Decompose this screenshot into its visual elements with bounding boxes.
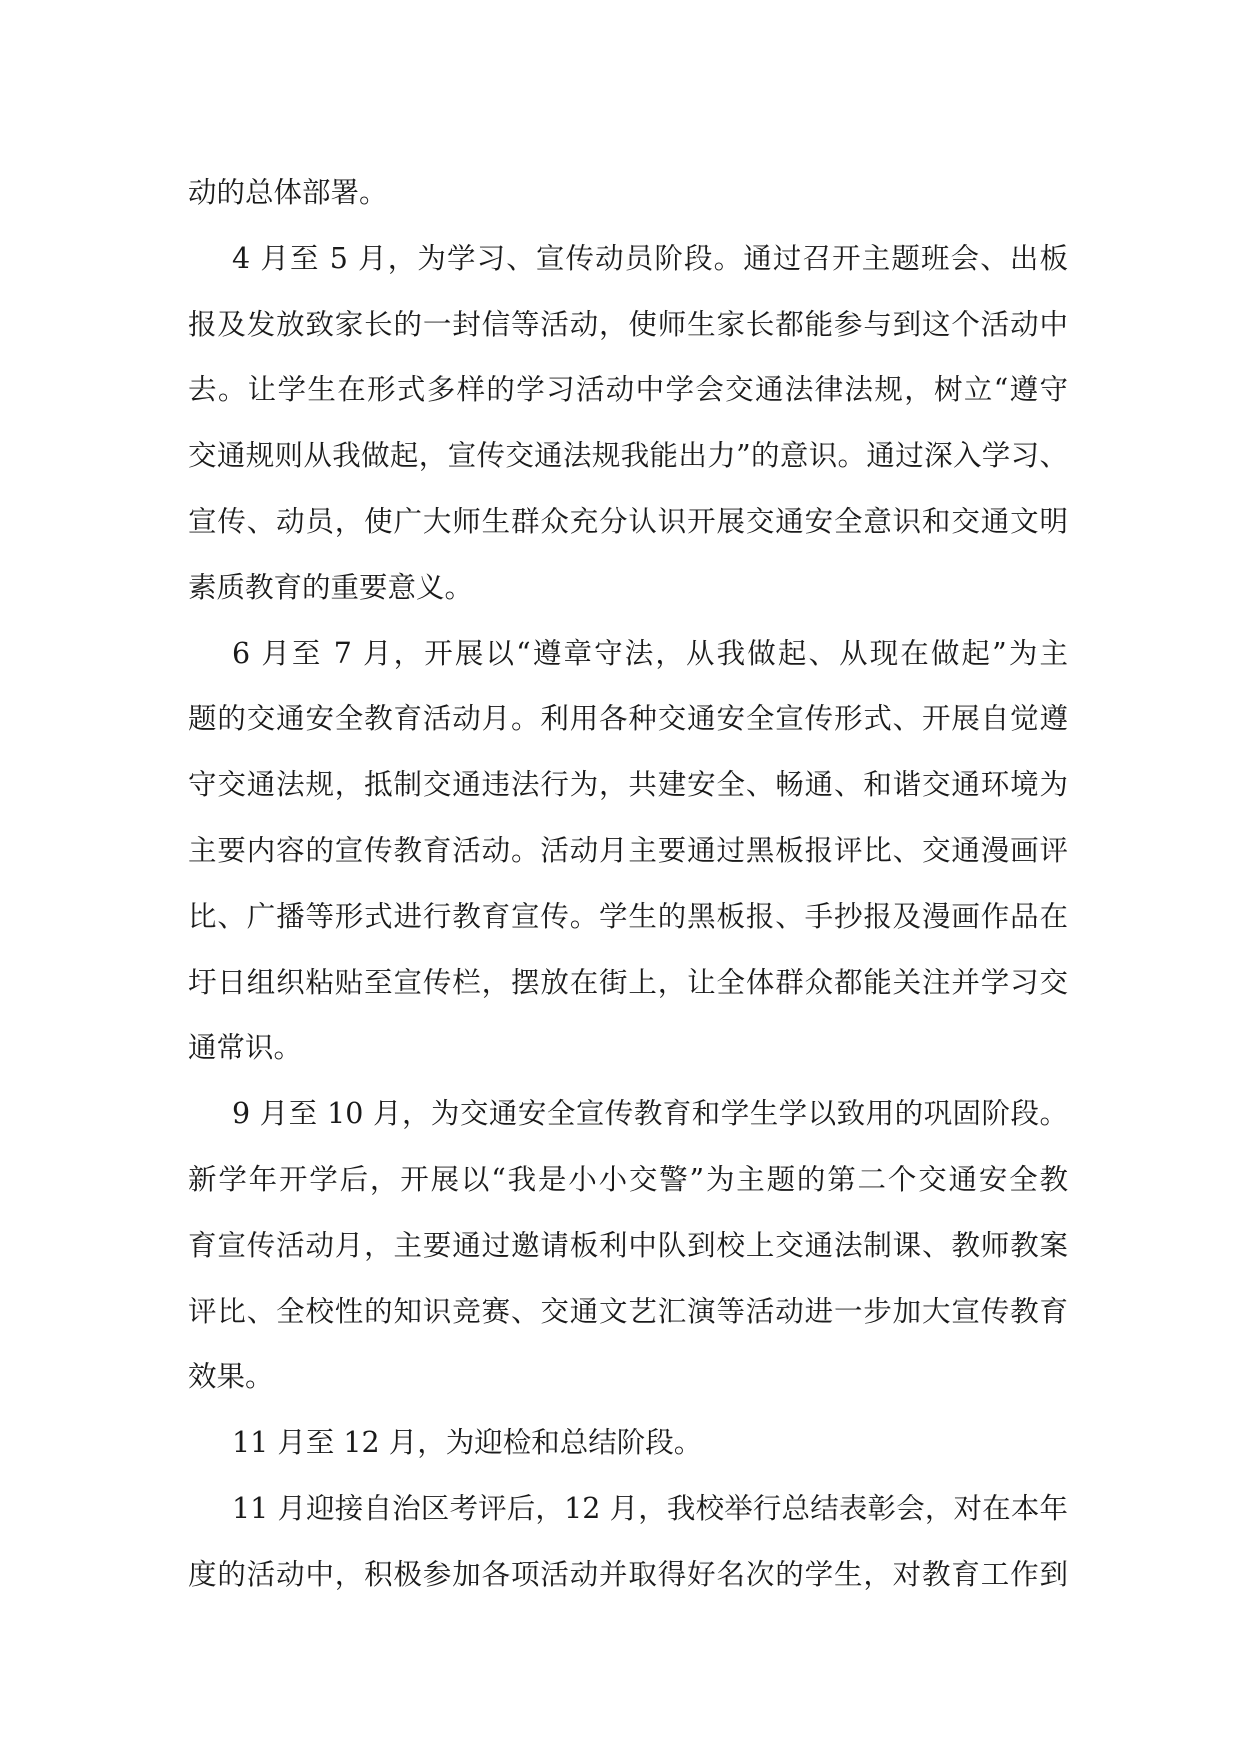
text-line: 比、广播等形式进行教育宣传。学生的黑板报、手抄报及漫画作品在 bbox=[188, 899, 1068, 933]
text-line: 报及发放致家长的一封信等活动，使师生家长都能参与到这个活动中 bbox=[188, 307, 1068, 341]
text-line: 育宣传活动月，主要通过邀请板利中队到校上交通法制课、教师教案 bbox=[188, 1228, 1068, 1262]
text-line: 交通规则从我做起，宣传交通法规我能出力”的意识。通过深入学习、 bbox=[188, 439, 1068, 473]
text-line: 4 月至 5 月，为学习、宣传动员阶段。通过召开主题班会、出板 bbox=[232, 241, 1068, 275]
text-line: 宣传、动员，使广大师生群众充分认识开展交通安全意识和交通文明 bbox=[188, 504, 1068, 538]
text-line: 评比、全校性的知识竞赛、交通文艺汇演等活动进一步加大宣传教育 bbox=[188, 1294, 1068, 1328]
text-line: 去。让学生在形式多样的学习活动中学会交通法律法规，树立“遵守 bbox=[188, 373, 1068, 407]
text-line: 新学年开学后，开展以“我是小小交警”为主题的第二个交通安全教 bbox=[188, 1162, 1068, 1196]
text-line: 度的活动中，积极参加各项活动并取得好名次的学生，对教育工作到 bbox=[188, 1557, 1068, 1591]
text-line: 6 月至 7 月，开展以“遵章守法，从我做起、从现在做起”为主 bbox=[232, 636, 1068, 670]
text-line: 通常识。 bbox=[188, 1031, 303, 1065]
text-line: 11 月至 12 月，为迎检和总结阶段。 bbox=[232, 1426, 703, 1460]
text-line: 效果。 bbox=[188, 1360, 274, 1394]
text-line: 主要内容的宣传教育活动。活动月主要通过黑板报评比、交通漫画评 bbox=[188, 833, 1068, 867]
text-line: 9 月至 10 月，为交通安全宣传教育和学生学以致用的巩固阶段。 bbox=[232, 1097, 1068, 1131]
text-line: 动的总体部署。 bbox=[188, 176, 388, 209]
body-text bbox=[188, 160, 1068, 1608]
text-line: 11 月迎接自治区考评后，12 月，我校举行总结表彰会，对在本年 bbox=[232, 1491, 1068, 1525]
text-line: 素质教育的重要意义。 bbox=[188, 570, 474, 604]
text-line: 守交通法规，抵制交通违法行为，共建安全、畅通、和谐交通环境为 bbox=[188, 768, 1068, 802]
text-line: 圩日组织粘贴至宣传栏，摆放在街上，让全体群众都能关注并学习交 bbox=[188, 965, 1068, 999]
text-line: 题的交通安全教育活动月。利用各种交通安全宣传形式、开展自觉遵 bbox=[188, 702, 1068, 736]
